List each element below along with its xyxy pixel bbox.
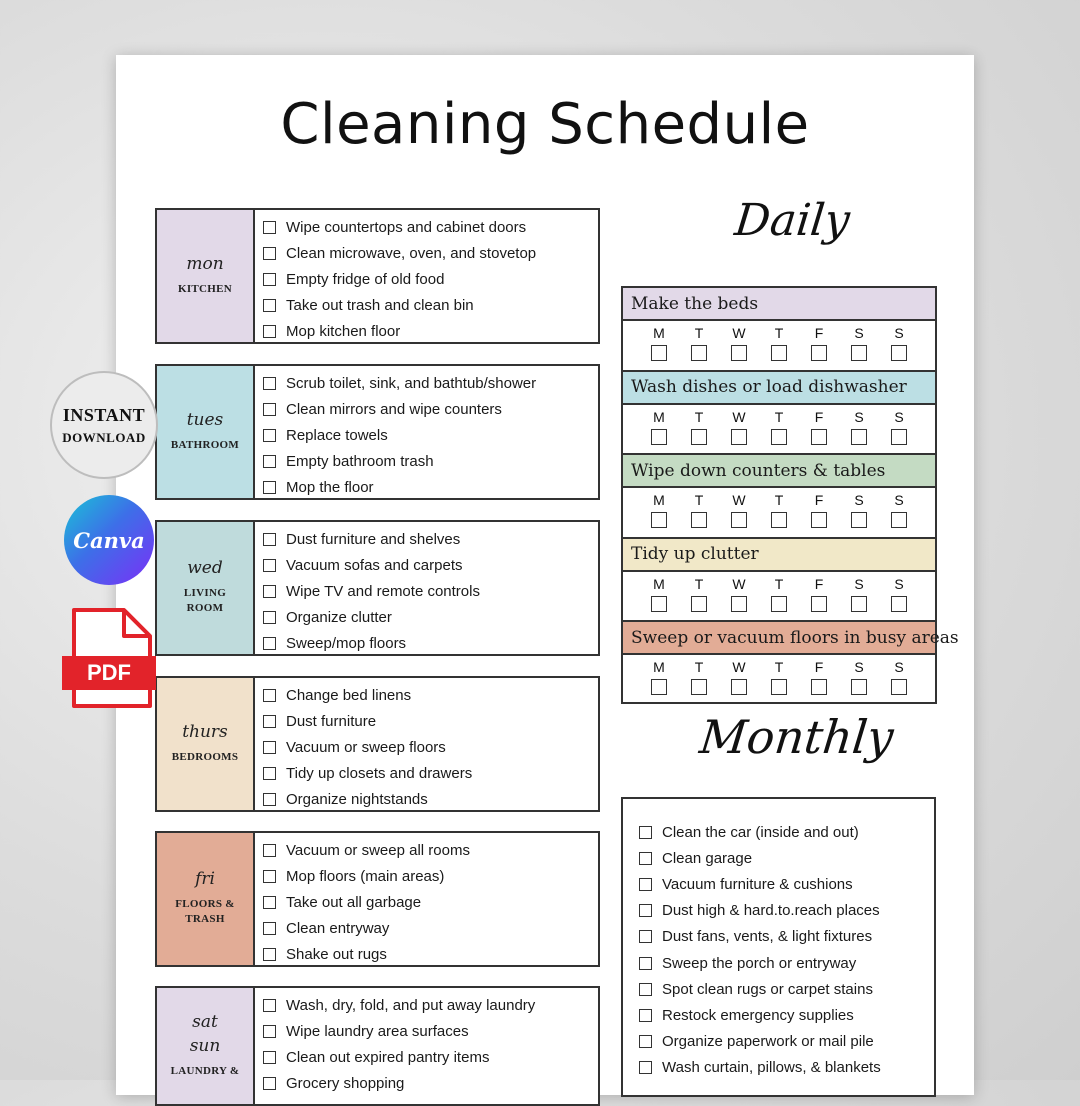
monthly-task-label: Sweep the porch or entryway [662,954,857,972]
task-checkbox[interactable] [263,611,276,624]
monthly-checkbox[interactable] [639,826,652,839]
task-checkbox[interactable] [263,896,276,909]
day-name: tues [186,409,224,430]
task-label: Organize nightstands [286,790,428,808]
weekday-row [623,321,935,361]
task-checkbox[interactable] [263,844,276,857]
task-checkbox[interactable] [263,793,276,806]
weekday-cell [728,492,750,528]
daily-habit [623,288,935,372]
task-checkbox[interactable] [263,1051,276,1064]
room-name: BATHROOM [170,438,240,451]
task-item [263,318,598,344]
monthly-task-item [639,1055,934,1081]
task-label: Dust furniture and shelves [286,531,461,549]
weekday-cell [808,325,830,361]
weekday-cell [728,576,750,612]
day-label-panel [157,366,255,498]
task-item [263,267,598,293]
monthly-task-item [639,950,934,976]
weekday-cell [888,492,910,528]
task-checkbox[interactable] [263,325,276,338]
task-list [255,988,598,1104]
monthly-task-item [639,924,934,950]
task-checkbox[interactable] [263,1077,276,1090]
weekday-cell [848,325,870,361]
task-checkbox[interactable] [263,689,276,702]
weekday-letter: S [854,659,864,676]
monthly-checkbox[interactable] [639,904,652,917]
task-label: Mop floors (main areas) [286,868,445,886]
monthly-task-label: Clean the car (inside and out) [662,823,859,841]
task-label: Change bed linens [286,687,412,705]
task-label: Clean microwave, oven, and stovetop [286,245,537,263]
task-label: Clean out expired pantry items [286,1048,490,1066]
weekday-letter: T [774,408,784,425]
task-checkbox[interactable] [263,741,276,754]
weekday-checkbox[interactable] [811,512,827,528]
day-block-mon [155,208,600,344]
task-label: Sweep/mop floors [286,634,407,652]
weekday-row [623,572,935,612]
task-label: Vacuum or sweep all rooms [286,842,470,860]
monthly-task-label: Restock emergency supplies [662,1006,854,1024]
weekday-letter: F [814,492,824,509]
task-label: Tidy up closets and drawers [286,764,473,782]
task-label: Mop the floor [286,478,374,496]
task-item [263,630,598,656]
task-label: Replace towels [286,426,388,444]
day-label-panel [157,988,255,1104]
monthly-task-list [639,819,934,1081]
weekday-checkbox[interactable] [651,512,667,528]
monthly-checklist [621,797,936,1097]
weekday-checkbox[interactable] [891,679,907,695]
weekday-letter: W [732,325,746,341]
daily-habit-label: Wipe down counters & tables [623,455,935,488]
canva-logo-text: Canva [73,527,145,553]
daily-habit [623,539,935,623]
task-checkbox[interactable] [263,273,276,286]
weekday-checkbox[interactable] [771,429,787,445]
task-item [263,735,598,761]
weekday-checkbox[interactable] [731,679,747,695]
weekday-letter: T [694,575,704,592]
weekday-cell [688,409,710,445]
task-item [263,941,598,967]
task-item [263,448,598,474]
weekday-checkbox[interactable] [851,512,867,528]
weekday-checkbox[interactable] [731,596,747,612]
task-label: Take out trash and clean bin [286,296,474,314]
task-checkbox[interactable] [263,481,276,494]
task-checkbox[interactable] [263,455,276,468]
weekday-cell [768,576,790,612]
weekday-cell [648,409,670,445]
task-checkbox[interactable] [263,247,276,260]
task-list [255,366,598,498]
task-item [263,864,598,890]
day-block-thurs [155,676,600,812]
weekday-checkbox[interactable] [891,345,907,361]
monthly-task-label: Organize paperwork or mail pile [662,1033,874,1051]
task-item [263,915,598,941]
task-item [263,292,598,318]
task-checkbox[interactable] [263,767,276,780]
weekday-checkbox[interactable] [651,345,667,361]
weekday-checkbox[interactable] [731,512,747,528]
weekday-letter: M [653,408,665,425]
monthly-heading: Monthly [697,710,897,764]
task-checkbox[interactable] [263,585,276,598]
day-label-panel [157,210,255,342]
weekday-letter: S [854,492,864,509]
weekday-checkbox[interactable] [731,345,747,361]
task-label: Wash, dry, fold, and put away laundry [286,997,536,1015]
weekday-cell [808,576,830,612]
instant-download-badge [50,371,158,479]
monthly-checkbox[interactable] [639,852,652,865]
task-checkbox[interactable] [263,221,276,234]
day-name: wed [187,558,223,579]
task-item [263,838,598,864]
task-label: Clean mirrors and wipe counters [286,401,502,419]
monthly-task-label: Dust fans, vents, & light fixtures [662,928,873,946]
task-item [263,397,598,423]
weekday-row [623,488,935,528]
task-checkbox[interactable] [263,429,276,442]
monthly-task-label: Wash curtain, pillows, & blankets [662,1059,881,1077]
monthly-checkbox[interactable] [639,957,652,970]
weekday-letter: W [732,408,746,425]
task-checkbox[interactable] [263,299,276,312]
weekday-letter: T [774,492,784,509]
weekday-checkbox[interactable] [891,429,907,445]
task-item [263,1045,598,1071]
task-label: Take out all garbage [286,893,422,911]
room-name: KITCHEN [177,282,233,295]
weekday-checkbox[interactable] [691,679,707,695]
weekday-cell [768,492,790,528]
weekday-checkbox[interactable] [811,345,827,361]
day-name: thurs [182,721,228,742]
monthly-checkbox[interactable] [639,878,652,891]
task-label: Vacuum sofas and carpets [286,557,463,575]
task-label: Empty fridge of old food [286,270,445,288]
weekday-cell [888,576,910,612]
daily-habit-label: Make the beds [623,288,935,321]
weekday-cell [688,492,710,528]
weekday-letter: T [694,659,704,676]
weekday-checkbox[interactable] [691,345,707,361]
weekday-letter: S [894,492,904,509]
weekday-checkbox[interactable] [651,429,667,445]
monthly-checkbox[interactable] [639,983,652,996]
task-item [263,527,598,553]
room-name: LIVING ROOM [183,586,227,615]
task-item [263,890,598,916]
daily-habit-label: Sweep or vacuum floors in busy areas [623,622,935,655]
task-item [263,1070,598,1096]
weekday-checkbox[interactable] [851,679,867,695]
task-list [255,678,598,810]
weekday-cell [688,576,710,612]
monthly-task-item [639,1002,934,1028]
weekday-cell [768,659,790,695]
monthly-checkbox[interactable] [639,1009,652,1022]
weekday-cell [808,659,830,695]
weekday-row [623,405,935,445]
task-label: Wipe laundry area surfaces [286,1023,469,1041]
room-name: LAUNDRY & [170,1064,240,1077]
weekday-letter: M [653,575,665,592]
daily-heading: Daily [732,195,853,246]
monthly-task-label: Spot clean rugs or carpet stains [662,980,873,998]
task-item [263,553,598,579]
weekday-checkbox[interactable] [731,429,747,445]
weekday-letter: T [774,659,784,676]
weekday-checkbox[interactable] [851,596,867,612]
day-block-wed [155,520,600,656]
weekday-checkbox[interactable] [651,679,667,695]
monthly-checkbox[interactable] [639,1061,652,1074]
day-label-panel [157,522,255,654]
task-item [263,604,598,630]
weekday-letter: W [732,575,746,592]
task-checkbox[interactable] [263,637,276,650]
daily-habit-label: Tidy up clutter [623,539,935,572]
weekday-checkbox[interactable] [691,429,707,445]
weekday-letter: S [894,325,904,341]
weekday-cell [648,492,670,528]
task-item [263,423,598,449]
weekday-checkbox[interactable] [771,679,787,695]
day-name: sun [189,1036,221,1057]
task-list [255,522,598,654]
task-checkbox[interactable] [263,533,276,546]
weekday-cell [808,492,830,528]
weekday-checkbox[interactable] [651,596,667,612]
task-label: Clean entryway [286,919,390,937]
monthly-task-label: Dust high & hard.to.reach places [662,902,880,920]
day-name: mon [186,253,224,274]
task-list [255,210,598,342]
day-name: fri [195,869,215,890]
weekday-checkbox[interactable] [891,596,907,612]
task-item [263,760,598,786]
weekday-letter: F [814,575,824,592]
weekday-checkbox[interactable] [811,429,827,445]
weekday-letter: S [854,325,864,341]
task-checkbox[interactable] [263,999,276,1012]
weekday-checkbox[interactable] [851,345,867,361]
task-item [263,709,598,735]
task-checkbox[interactable] [263,559,276,572]
weekday-cell [848,659,870,695]
weekday-checkbox[interactable] [891,512,907,528]
weekday-cell [888,659,910,695]
day-label-panel [157,833,255,965]
monthly-task-item [639,898,934,924]
task-item [263,474,598,500]
monthly-task-item [639,845,934,871]
day-label-panel [157,678,255,810]
page-title: Cleaning Schedule [280,92,810,157]
weekday-row [623,655,935,695]
task-label: Empty bathroom trash [286,452,434,470]
pdf-label: PDF [87,660,131,685]
weekday-letter: T [694,492,704,509]
weekday-letter: F [814,659,824,676]
weekday-cell [808,409,830,445]
canva-logo-icon [64,495,154,585]
weekday-letter: S [854,575,864,592]
task-checkbox[interactable] [263,870,276,883]
weekday-checkbox[interactable] [771,345,787,361]
weekday-letter: T [774,325,784,341]
task-item [263,579,598,605]
task-label: Scrub toilet, sink, and bathtub/shower [286,375,537,393]
day-block-fri [155,831,600,967]
weekday-cell [648,659,670,695]
weekday-letter: S [894,408,904,425]
weekday-cell [888,409,910,445]
weekday-letter: S [854,408,864,425]
weekday-letter: F [814,325,824,341]
task-item [263,215,598,241]
weekday-letter: S [894,659,904,676]
weekday-cell [848,492,870,528]
weekday-letter: W [732,659,746,676]
weekday-cell [848,576,870,612]
task-label: Shake out rugs [286,945,387,963]
task-item [263,241,598,267]
monthly-task-label: Vacuum furniture & cushions [662,875,853,893]
task-item [263,993,598,1019]
weekday-cell [648,576,670,612]
daily-habit [623,622,959,706]
weekday-letter: M [653,659,665,676]
weekday-letter: T [694,408,704,425]
task-checkbox[interactable] [263,715,276,728]
monthly-checkbox[interactable] [639,1035,652,1048]
weekday-letter: W [732,492,746,509]
weekday-checkbox[interactable] [811,596,827,612]
task-checkbox[interactable] [263,922,276,935]
task-label: Mop kitchen floor [286,322,401,340]
weekday-checkbox[interactable] [691,512,707,528]
weekday-checkbox[interactable] [851,429,867,445]
day-block-tues [155,364,600,500]
monthly-checkbox[interactable] [639,930,652,943]
task-item [263,683,598,709]
task-checkbox[interactable] [263,377,276,390]
room-name: BEDROOMS [171,750,239,763]
weekday-letter: T [694,325,704,341]
task-item [263,1019,598,1045]
monthly-task-item [639,976,934,1002]
task-label: Grocery shopping [286,1074,405,1092]
weekday-cell [768,325,790,361]
weekday-cell [728,325,750,361]
daily-habit-label: Wash dishes or load dishwasher [623,372,935,405]
weekday-cell [688,659,710,695]
monthly-task-item [639,819,934,845]
weekday-cell [768,409,790,445]
monthly-task-item [639,871,934,897]
daily-habit [623,455,935,539]
weekday-cell [728,659,750,695]
badge-instant-text: INSTANT [62,404,146,425]
daily-habit [623,372,935,456]
task-checkbox[interactable] [263,948,276,961]
task-label: Wipe countertops and cabinet doors [286,219,527,237]
room-name: FLOORS & TRASH [175,897,235,926]
weekday-letter: T [774,575,784,592]
weekday-checkbox[interactable] [811,679,827,695]
task-label: Vacuum or sweep floors [286,738,446,756]
weekday-checkbox[interactable] [691,596,707,612]
weekday-cell [848,409,870,445]
weekday-letter: F [814,408,824,425]
day-block-sat [155,986,600,1106]
weekday-cell [728,409,750,445]
monthly-task-label: Clean garage [662,849,753,867]
task-list [255,833,598,965]
badge-download-text: DOWNLOAD [62,429,146,445]
weekday-checkbox[interactable] [771,512,787,528]
task-label: Wipe TV and remote controls [286,582,480,600]
weekday-checkbox[interactable] [771,596,787,612]
task-item [263,371,598,397]
task-label: Organize clutter [286,608,392,626]
task-checkbox[interactable] [263,1025,276,1038]
weekday-letter: S [894,575,904,592]
weekday-cell [688,325,710,361]
monthly-task-item [639,1029,934,1055]
task-label: Dust furniture [286,713,377,731]
task-checkbox[interactable] [263,403,276,416]
day-name: sat [192,1011,218,1032]
weekday-letter: M [653,325,665,341]
daily-tracker [621,286,959,704]
task-item [263,786,598,812]
weekday-cell [648,325,670,361]
weekday-cell [888,325,910,361]
weekday-letter: M [653,492,665,509]
